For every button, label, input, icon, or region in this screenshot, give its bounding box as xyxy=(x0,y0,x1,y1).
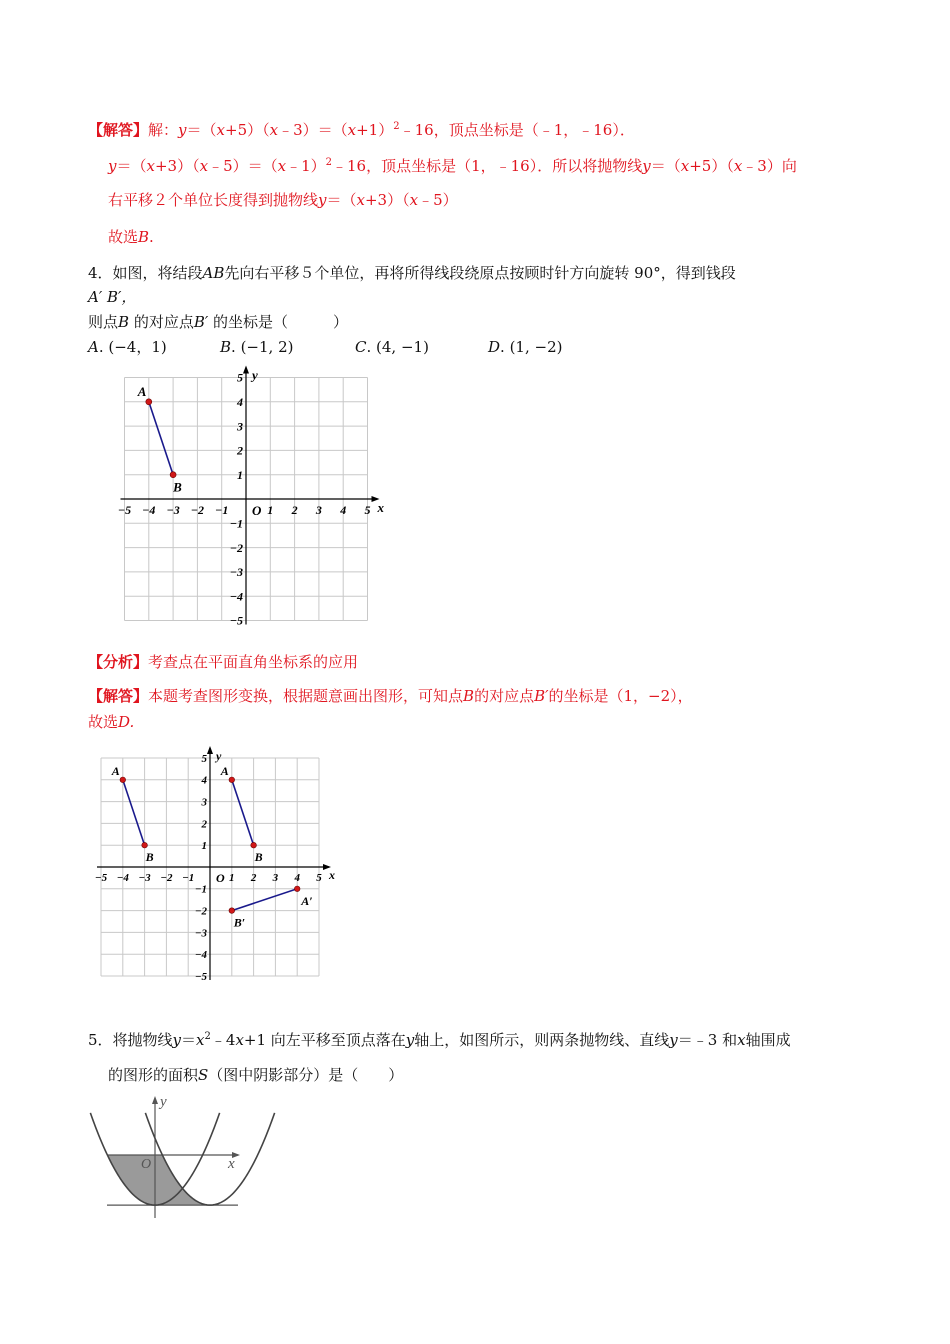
q3-answer-line1: 【解答】解：$y=(x+5)(x﹣3)=(x+1)^2﹣16$，顶点坐标是（﹣1，﹣16）． xyxy=(88,121,635,139)
y-tick-label: −1 xyxy=(194,883,207,896)
y-tick-label: 5 xyxy=(201,752,207,765)
y-tick-label: 4 xyxy=(201,774,207,787)
q4-analysis: 【分析】考查点在平面直角坐标系的应用 xyxy=(88,653,359,671)
point-label: B xyxy=(173,479,182,495)
y-axis-label: y xyxy=(252,367,258,383)
x-axis-label: x xyxy=(228,1156,235,1172)
shaded-region xyxy=(107,1155,210,1205)
x-tick-label: −4 xyxy=(116,872,129,884)
point-label: B′ xyxy=(233,915,246,930)
x-tick-label: −2 xyxy=(160,872,173,884)
origin-label: O xyxy=(216,871,225,885)
origin-label: O xyxy=(252,503,262,518)
y-tick-label: 3 xyxy=(201,796,207,809)
q3-answer-line3: 右平移２个单位长度得到抛物线y＝（x+3）（x﹣5） xyxy=(108,191,458,209)
x-tick-label: −1 xyxy=(215,503,229,517)
option-d: D. (1, −2) xyxy=(488,338,563,356)
y-tick-label: −3 xyxy=(194,927,207,940)
point-label: B xyxy=(254,850,263,865)
y-tick-label: −4 xyxy=(229,589,243,604)
option-c: C. (4, −1) xyxy=(355,338,429,356)
x-axis-label: x xyxy=(377,500,384,515)
y-tick-label: 1 xyxy=(201,840,207,853)
y-tick-label: 1 xyxy=(237,467,243,482)
q5-stem-line1: 5．将抛物线$y=x^2﹣4x+1$ 向左平移至顶点落在y轴上，如图所示，则两条抛物线、直线y＝﹣3 和x轴围成 xyxy=(88,1031,791,1049)
q3-answer-line2: y＝（x+3）（x﹣5）＝（x﹣1）$^2$﹣16，顶点坐标是（1，﹣16）．所以将抛物线y＝（x+5）（x﹣3）向 xyxy=(108,157,797,175)
x-tick-label: −3 xyxy=(138,872,151,884)
option-a: A. (−4，1) xyxy=(88,338,167,356)
x-tick-label: −4 xyxy=(142,503,156,517)
y-axis-arrow xyxy=(152,1096,158,1104)
y-tick-label: −2 xyxy=(229,540,243,555)
q4-stem-line1: 4．如图，将结段AB先向右平移５个单位，再将所得线段绕原点按顾时针方向旋转 90°，得到钱段 xyxy=(88,264,736,282)
y-axis-label: y xyxy=(160,1094,167,1110)
y-tick-label: 2 xyxy=(201,818,207,831)
x-tick-label: 3 xyxy=(315,503,322,517)
answer-tag: 【解答】 xyxy=(88,121,149,139)
point-label: A′ xyxy=(301,893,313,908)
x-tick-label: 5 xyxy=(316,872,322,884)
y-tick-label: −4 xyxy=(194,949,207,962)
x-tick-label: 3 xyxy=(272,872,279,884)
x-tick-label: −5 xyxy=(94,872,108,884)
x-tick-label: −1 xyxy=(182,872,195,884)
q4-stem-line3: 则点B 的对应点B′ 的坐标是（ ） xyxy=(88,313,349,331)
x-tick-label: 4 xyxy=(340,503,347,517)
x-tick-label: 4 xyxy=(294,872,300,884)
y-tick-label: −1 xyxy=(229,516,243,531)
y-tick-label: −5 xyxy=(194,970,207,983)
x-tick-label: −5 xyxy=(117,503,132,517)
x-tick-label: −2 xyxy=(190,503,205,517)
y-tick-label: −3 xyxy=(229,565,243,580)
x-tick-label: 5 xyxy=(364,503,371,517)
point-label: A xyxy=(137,383,147,399)
y-tick-label: −2 xyxy=(194,905,207,918)
option-b: B. (−1, 2) xyxy=(220,338,294,356)
point-label: A xyxy=(220,763,229,778)
x-tick-label: 2 xyxy=(291,503,298,517)
point-label: A xyxy=(111,763,120,778)
y-tick-label: 4 xyxy=(237,395,243,409)
q3-answer-line4: 故选B. xyxy=(108,228,154,246)
origin-label: O xyxy=(141,1157,152,1172)
y-tick-label: −5 xyxy=(229,613,243,628)
q5-stem-line2: 的图形的面积S（图中阴影部分）是（ ） xyxy=(108,1066,404,1084)
x-axis-label: x xyxy=(329,868,335,882)
y-tick-label: 5 xyxy=(237,370,243,385)
q4-answer-line2: 故选D. xyxy=(88,713,135,731)
y-tick-label: 2 xyxy=(237,443,243,458)
y-axis-label: y xyxy=(216,749,222,763)
y-tick-label: 3 xyxy=(237,419,243,434)
x-tick-label: −3 xyxy=(166,503,180,517)
x-tick-label: 2 xyxy=(250,872,257,884)
q4-stem-line2: A′ B′， xyxy=(88,288,137,306)
point-label: B xyxy=(145,850,154,865)
x-tick-label: 1 xyxy=(229,872,235,884)
q4-answer-line1: 【解答】本题考查图形变换，根据题意画出图形，可知点B的对应点B′的坐标是（1，−2）， xyxy=(88,687,693,705)
x-tick-label: 1 xyxy=(267,503,274,517)
